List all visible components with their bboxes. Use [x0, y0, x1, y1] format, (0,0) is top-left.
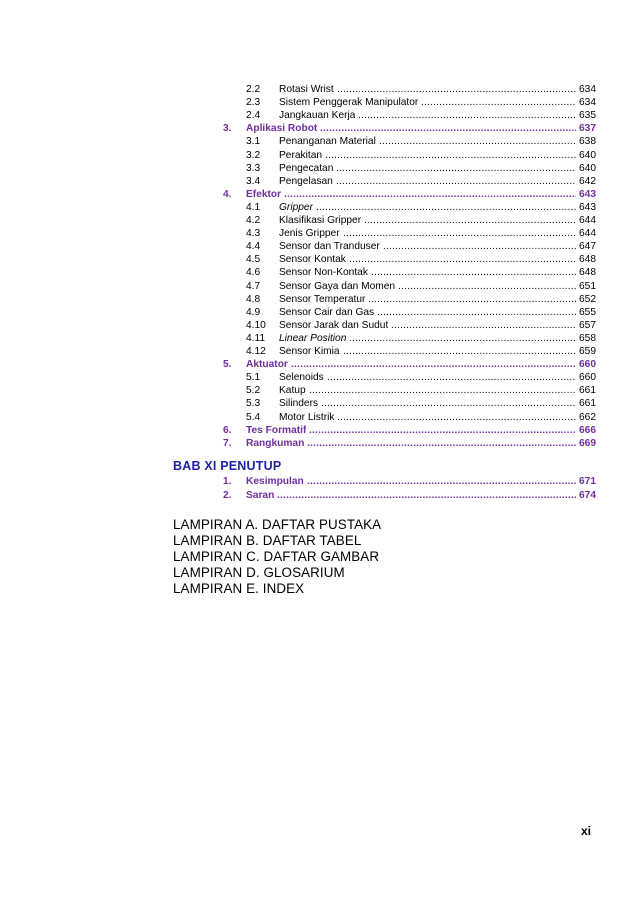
toc-leader-dots — [364, 214, 576, 227]
toc-entry-title: Silinders — [279, 398, 319, 410]
toc-leader-dots — [284, 188, 576, 201]
toc-entry-number: 2.4 — [246, 110, 261, 122]
toc-leader-dots — [349, 253, 576, 266]
toc-entry[interactable] — [0, 214, 638, 227]
toc-entry-title: Sensor Kimia — [279, 346, 340, 357]
toc-entry[interactable] — [0, 489, 638, 502]
toc-entry-title: Kesimpulan — [246, 476, 304, 487]
toc-entry-number: 5.3 — [246, 398, 261, 410]
toc-entry-title: Sensor Cair dan Gas — [279, 306, 375, 318]
toc-entry-number: 4.5 — [246, 254, 261, 266]
toc-entry[interactable] — [0, 397, 638, 410]
toc-entry-title: Rotasi Wrist — [279, 84, 334, 95]
toc-leader-dots — [309, 384, 576, 397]
toc-entry-title: Penanganan Material — [279, 136, 376, 148]
toc-leader-dots — [358, 109, 576, 122]
toc-entry-page: 659 — [579, 346, 596, 357]
toc-entry-page: 643 — [579, 201, 596, 213]
appendix-item[interactable]: LAMPIRAN D. GLOSARIUM — [173, 565, 345, 581]
toc-leader-dots — [371, 266, 576, 279]
toc-entry-number: 7. — [223, 437, 232, 449]
toc-entry-title: Linear Position — [279, 332, 347, 344]
toc-entry-number: 2.3 — [246, 97, 261, 109]
toc-entry-number: 5.4 — [246, 411, 261, 423]
toc-entry[interactable] — [0, 162, 638, 175]
toc-entry[interactable] — [0, 384, 638, 397]
toc-entry-page: 657 — [579, 319, 596, 331]
toc-entry-number: 3.2 — [246, 149, 261, 161]
toc-entry-page: 638 — [579, 136, 596, 148]
toc-entry-page: 647 — [579, 241, 596, 253]
toc-entry[interactable] — [0, 424, 638, 437]
toc-entry-number: 6. — [223, 424, 232, 436]
toc-entry-number: 3.4 — [246, 175, 261, 187]
toc-entry-title: Jangkauan Kerja — [279, 110, 356, 122]
toc-entry[interactable] — [0, 371, 638, 384]
toc-leader-dots — [307, 437, 576, 450]
toc-entry-number: 5.2 — [246, 385, 261, 397]
toc-leader-dots — [321, 397, 576, 410]
toc-entry-title: Katup — [279, 385, 306, 397]
toc-entry-page: 648 — [579, 254, 596, 266]
toc-entry-number: 4.6 — [246, 267, 261, 279]
toc-entry-page: 634 — [579, 97, 596, 109]
toc-leader-dots — [336, 162, 576, 175]
toc-entry[interactable] — [0, 83, 638, 96]
toc-entry-title: Rangkuman — [246, 437, 305, 449]
toc-entry[interactable] — [0, 266, 638, 279]
toc-entry-number: 4.11 — [246, 332, 266, 344]
toc-entry-title: Aktuator — [246, 359, 288, 371]
toc-leader-dots — [379, 135, 576, 148]
toc-entry-number: 3. — [223, 123, 232, 135]
toc-leader-dots — [368, 293, 576, 306]
toc-entry-title: Pengelasan — [279, 175, 333, 187]
toc-entry-page: 671 — [579, 476, 596, 487]
toc-entry-number: 4.1 — [246, 201, 261, 213]
toc-entry-number: 1. — [223, 476, 232, 487]
toc-entry-title: Aplikasi Robot — [246, 123, 318, 135]
page-number: xi — [581, 824, 592, 838]
toc-entry-number: 4.12 — [246, 346, 266, 357]
toc-leader-dots — [398, 280, 576, 293]
toc-entry[interactable] — [0, 227, 638, 240]
appendix-item[interactable]: LAMPIRAN E. INDEX — [173, 581, 305, 597]
toc-entry-number: 4.10 — [246, 319, 266, 331]
toc-entry-title: Jenis Gripper — [279, 228, 340, 240]
appendix-item[interactable]: LAMPIRAN B. DAFTAR TABEL — [173, 533, 362, 549]
appendix-item[interactable]: LAMPIRAN A. DAFTAR PUSTAKA — [173, 517, 382, 532]
toc-entry-number: 3.1 — [246, 136, 261, 148]
toc-entry-number: 4.3 — [246, 228, 261, 240]
toc-entry-page: 640 — [579, 149, 596, 161]
toc-entry-page: 637 — [579, 123, 596, 135]
appendix-item[interactable]: LAMPIRAN C. DAFTAR GAMBAR — [173, 549, 380, 565]
toc-leader-dots — [316, 201, 576, 214]
toc-entry-page: 666 — [579, 424, 596, 436]
toc-entry-title: Sensor Non-Kontak — [279, 267, 368, 279]
toc-leader-dots — [343, 227, 576, 240]
toc-leader-dots — [309, 424, 576, 437]
toc-entry[interactable] — [0, 293, 638, 306]
toc-leader-dots — [307, 475, 576, 488]
toc-entry-page: 660 — [579, 372, 596, 384]
toc-entry[interactable] — [0, 411, 638, 424]
toc-entry-page: 674 — [579, 489, 596, 501]
toc-entry[interactable] — [0, 96, 638, 109]
toc-entry-number: 2.2 — [246, 84, 261, 95]
toc-entry[interactable] — [0, 201, 638, 214]
toc-entry-page: 652 — [579, 293, 596, 305]
toc-entry[interactable] — [0, 280, 638, 293]
toc-entry-title: Efektor — [246, 188, 282, 200]
toc-entry-title: Sensor dan Tranduser — [279, 241, 380, 253]
toc-entry-page: 661 — [579, 385, 596, 397]
toc-entry-title: Pengecatan — [279, 162, 334, 174]
toc-entry-page: 648 — [579, 267, 596, 279]
toc-leader-dots — [325, 149, 576, 162]
toc-entry-title: Sensor Kontak — [279, 254, 346, 266]
toc-entry-number: 4.4 — [246, 241, 261, 253]
toc-entry[interactable] — [0, 358, 638, 371]
toc-entry-page: 669 — [579, 437, 596, 449]
toc-entry[interactable] — [0, 475, 638, 488]
toc-entry-number: 5.1 — [246, 372, 261, 384]
toc-entry-page: 661 — [579, 398, 596, 410]
toc-entry[interactable] — [0, 332, 638, 345]
toc-entry-page: 643 — [579, 188, 596, 200]
toc-entry[interactable] — [0, 437, 638, 450]
toc-leader-dots — [391, 319, 576, 332]
toc-entry-title: Sensor Jarak dan Sudut — [279, 319, 389, 331]
toc-entry[interactable] — [0, 345, 638, 358]
toc-entry-number: 4.2 — [246, 215, 261, 226]
toc-leader-dots — [327, 371, 576, 384]
chapter-title: BAB XI PENUTUP — [173, 459, 282, 473]
toc-leader-dots — [343, 345, 576, 358]
toc-entry-title: Gripper — [279, 201, 313, 213]
toc-leader-dots — [320, 122, 576, 135]
toc-entry-page: 655 — [579, 306, 596, 318]
toc-entry-title: Motor Listrik — [279, 411, 335, 423]
toc-entry-title: Perakitan — [279, 149, 323, 161]
toc-entry-page: 662 — [579, 411, 596, 423]
toc-entry-title: Sensor Temperatur — [279, 293, 366, 305]
toc-leader-dots — [349, 332, 576, 345]
toc-leader-dots — [277, 489, 576, 502]
toc-entry-page: 651 — [579, 280, 596, 292]
toc-entry-page: 640 — [579, 162, 596, 174]
toc-leader-dots — [336, 175, 576, 188]
toc-entry-page: 644 — [579, 215, 596, 226]
toc-entry[interactable] — [0, 240, 638, 253]
toc-entry[interactable] — [0, 175, 638, 188]
toc-entry[interactable] — [0, 109, 638, 122]
toc-leader-dots — [383, 240, 576, 253]
toc-entry-title: Sistem Penggerak Manipulator — [279, 97, 419, 109]
toc-entry[interactable] — [0, 253, 638, 266]
toc-leader-dots — [291, 358, 576, 371]
toc-entry-title: Tes Formatif — [246, 424, 307, 436]
toc-entry-number: 4. — [223, 188, 232, 200]
toc-entry[interactable] — [0, 319, 638, 332]
toc-leader-dots — [337, 411, 576, 424]
toc-entry[interactable] — [0, 135, 638, 148]
toc-entry-page: 644 — [579, 228, 596, 240]
toc-leader-dots — [377, 306, 576, 319]
toc-leader-dots — [421, 96, 576, 109]
toc-entry-page: 635 — [579, 110, 596, 122]
toc-entry-number: 3.3 — [246, 162, 261, 174]
toc-entry-page: 660 — [579, 359, 596, 371]
toc-entry-title: Saran — [246, 489, 275, 501]
toc-entry[interactable] — [0, 306, 638, 319]
toc-entry-title: Selenoids — [279, 372, 324, 384]
toc-entry-number: 4.9 — [246, 306, 261, 318]
toc-entry-page: 658 — [579, 332, 596, 344]
toc-entry[interactable] — [0, 149, 638, 162]
toc-entry-title: Sensor Gaya dan Momen — [279, 280, 396, 292]
toc-entry-number: 5. — [223, 359, 232, 371]
toc-entry[interactable] — [0, 188, 638, 201]
toc-entry-page: 642 — [579, 175, 596, 187]
toc-entry-number: 4.8 — [246, 293, 261, 305]
toc-entry-page: 634 — [579, 84, 596, 95]
toc-leader-dots — [337, 83, 576, 96]
toc-entry-number: 4.7 — [246, 280, 261, 292]
toc-entry-title: Klasifikasi Gripper — [279, 215, 362, 226]
toc-entry-number: 2. — [223, 489, 232, 501]
toc-entry[interactable] — [0, 122, 638, 135]
